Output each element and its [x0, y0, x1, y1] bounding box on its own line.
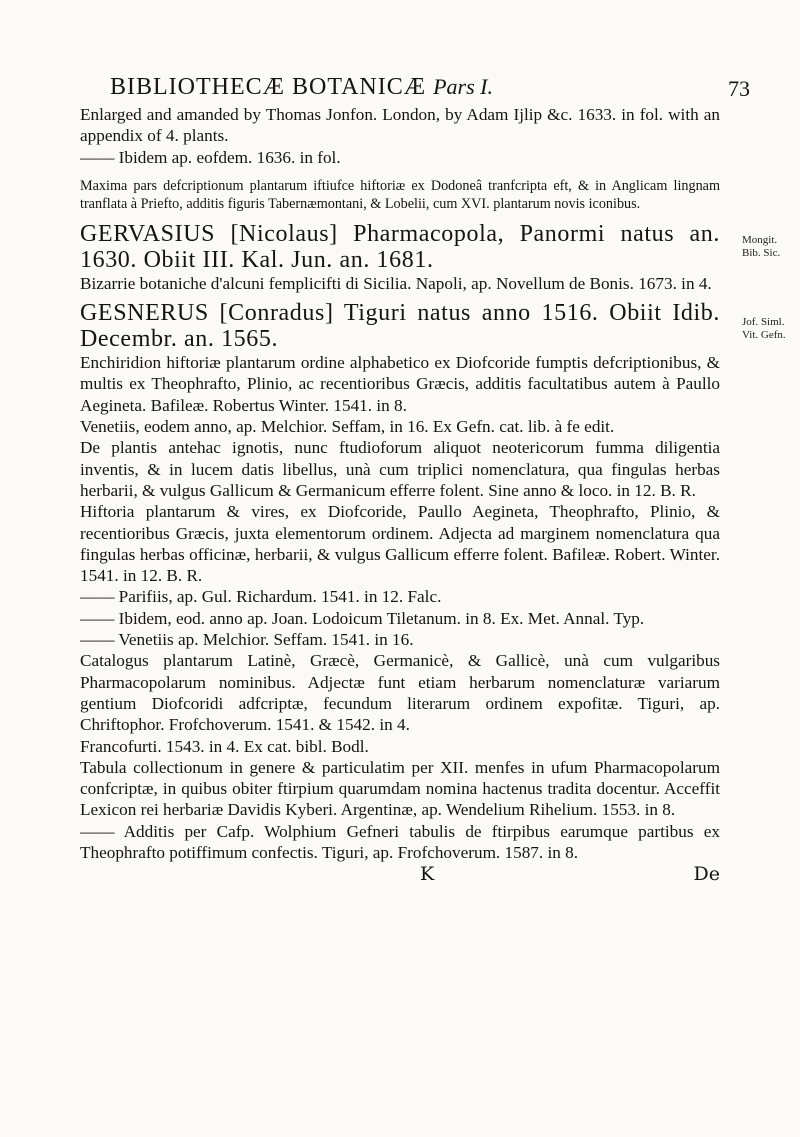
margin-note-line: Jof. Siml. — [742, 316, 785, 328]
entry-paragraph: —— Ibidem ap. eofdem. 1636. in fol. — [80, 147, 341, 167]
page-number: 73 — [728, 76, 750, 101]
entry-paragraph: Enlarged and amanded by Thomas Jonfon. London, by Adam Ijlip &c. 1633. in fol. with an appendix of 4. plants. — [80, 105, 720, 146]
margin-note-line: Bib. Sic. — [742, 247, 781, 259]
entry-paragraph: De plantis antehac ignotis, nunc ftudioforum aliquot neotericorum fumma diligentia inventis, & in lucem datis libellus, unà cum triplici nomenclatura, qua fingulas herbas herbarii, & vulgus Gallicum & Germanicum efferre folent. Sine anno & loco. in 12. B. R. — [80, 438, 720, 500]
page-body — [80, 104, 720, 863]
entry-paragraph: Bizarrie botaniche d'alcuni femplicifti di Sicilia. Napoli, ap. Novellum de Bonis. 1673. in 4. — [80, 273, 712, 293]
entry-paragraph: Catalogus plantarum Latinè, Græcè, Germanicè, & Gallicè, unà cum vulgaribus Pharmacopolarum nominibus. Adjectæ funt etiam herbarum nomenclaturæ variarum gentium Diofcoridi adfcriptæ, fecundum literarum ordinem expofitæ. Tiguri, ap. Chriftophor. Frofchoverum. 1541. & 1542. in 4. — [80, 651, 720, 735]
annotation-note: Maxima pars defcriptionum plantarum iftiufce hiftoriæ ex Dodoneâ tranfcripta eft, & in Anglicam lingnam tranflata à Priefto, additis figuris Tabernæmontani, & Lobelii, cum XVI. plantarum novis iconibus. — [80, 177, 720, 212]
entry-paragraph: Enchiridion hiftoriæ plantarum ordine alphabetico ex Diofcoride fumptis defcriptionibus, & multis ex Theophrafto, Plinio, ac recentioribus Græcis, additis facultatibus autem à Paullo Aegineta. Bafileæ. Robertus Winter. 1541. in 8. — [80, 353, 720, 415]
page-footer — [80, 863, 720, 887]
catchword: De — [693, 863, 720, 886]
margin-note-gesnerus — [742, 316, 786, 342]
author-heading: GESNERUS [Conradus] Tiguri natus anno 1516. Obiit Idib. Decembr. an. 1565. — [80, 300, 720, 353]
running-header — [80, 64, 750, 104]
entry-paragraph: Tabula collectionum in genere & particulatim per XII. menfes in ufum Pharmacopolarum confcriptæ, in quibus obiter ftirpium quarumdam nomina hactenus tradita docentur. Acceffit Lexicon rei herbariæ Davidis Kyberi. Argentinæ, ap. Wendelium Rihelium. 1553. in 8. — [80, 757, 720, 820]
author-heading: GERVASIUS [Nicolaus] Pharmacopola, Panormi natus an. 1630. Obiit III. Kal. Jun. an. 1681. — [80, 220, 720, 273]
margin-note-line: Mongit. — [742, 234, 778, 246]
entry-paragraph: Venetiis, eodem anno, ap. Melchior. Seffam, in 16. Ex Gefn. cat. lib. à fe edit. — [80, 417, 615, 437]
entry-paragraph: —— Parifiis, ap. Gul. Richardum. 1541. in 12. Falc. — [80, 587, 442, 607]
margin-note-line: Vit. Gefn. — [742, 329, 786, 341]
signature-mark: K — [420, 863, 435, 886]
book-page — [80, 64, 750, 887]
entry-paragraph: —— Ibidem, eod. anno ap. Joan. Lodoicum Tiletanum. in 8. Ex. Met. Annal. Typ. — [80, 608, 645, 628]
running-title: BIBLIOTHECÆ BOTANICÆ Pars I. — [110, 74, 493, 100]
margin-note-gervasius — [742, 234, 780, 260]
entry-paragraph: —— Venetiis ap. Melchior. Seffam. 1541. in 16. — [80, 630, 414, 650]
entry-paragraph: Francofurti. 1543. in 4. Ex cat. bibl. Bodl. — [80, 736, 369, 756]
entry-paragraph: Hiftoria plantarum & vires, ex Diofcoride, Paullo Aegineta, Theophrafto, Plinio, & recentioribus Græcis, juxta elementorum ordinem. Adjecta ad marginem nomenclatura qua fingulas herbas officinæ, herbarii, & vulgus Gallicum efferre folent. Bafileæ. Robert. Winter. 1541. in 12. B. R. — [80, 502, 720, 586]
part-label: Pars I. — [433, 74, 493, 99]
entry-paragraph: —— Additis per Cafp. Wolphium Gefneri tabulis de ftirpibus earumque partibus ex Theophrafto potiffimum confectis. Tiguri, ap. Frofchoverum. 1587. in 8. — [80, 821, 720, 863]
